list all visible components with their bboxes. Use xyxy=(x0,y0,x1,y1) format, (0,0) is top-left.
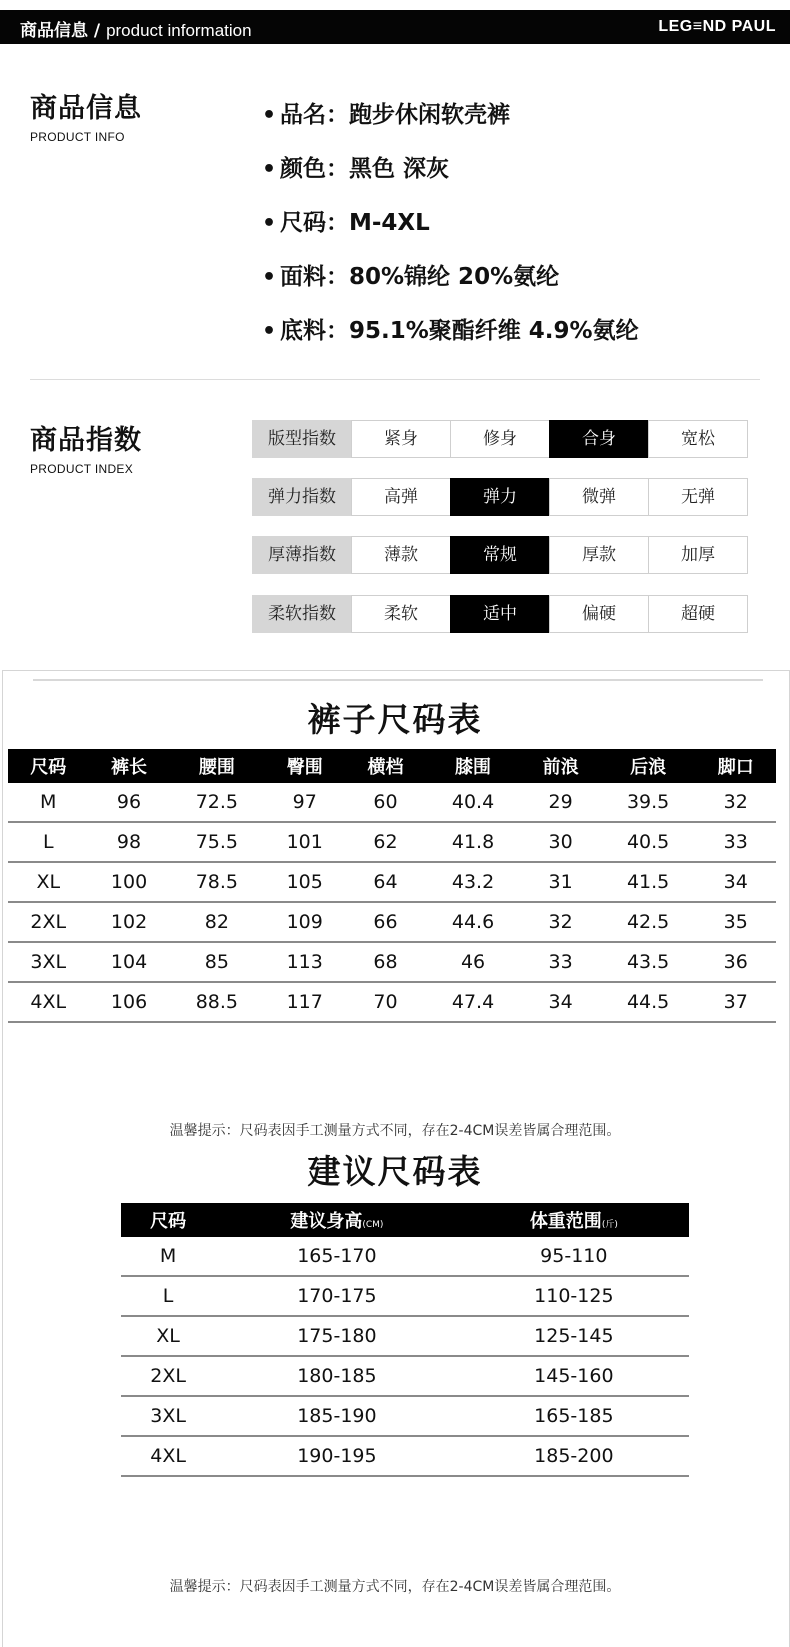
table-cell: 185-200 xyxy=(459,1436,689,1476)
table-row xyxy=(8,942,776,982)
column-unit: (CM) xyxy=(362,1220,384,1230)
tip-text: 温馨提示：尺码表因手工测量方式不同，存在2-4CM误差皆属合理范围。 xyxy=(169,1123,621,1139)
index-row xyxy=(252,536,752,574)
table-cell: 4XL xyxy=(121,1436,215,1476)
column-header xyxy=(215,1203,459,1237)
column-header xyxy=(695,749,776,783)
info-item-text: 尺码：M-4XL xyxy=(280,210,430,236)
header-title-en: product information xyxy=(106,21,252,40)
table-cell: 75.5 xyxy=(170,822,265,862)
index-option: 偏硬 xyxy=(549,595,649,633)
index-option: 宽松 xyxy=(648,420,748,458)
table-cell: 29 xyxy=(520,783,600,822)
table-cell: 39.5 xyxy=(601,783,696,822)
product-index-subtitle: PRODUCT INDEX xyxy=(30,462,134,476)
table-cell: 37 xyxy=(695,982,776,1022)
table-cell: 180-185 xyxy=(215,1356,459,1396)
table-cell: 41.8 xyxy=(426,822,521,862)
table-cell: 3XL xyxy=(8,942,88,982)
table-cell: 105 xyxy=(264,862,345,902)
table-cell: 175-180 xyxy=(215,1316,459,1356)
index-row xyxy=(252,478,752,516)
table-row xyxy=(121,1276,689,1316)
table-row xyxy=(121,1316,689,1356)
table-cell: M xyxy=(121,1237,215,1276)
info-item xyxy=(262,258,639,312)
table-cell: 33 xyxy=(520,942,600,982)
table-cell: 72.5 xyxy=(170,783,265,822)
pants-size-table xyxy=(8,749,776,1023)
table-row xyxy=(8,862,776,902)
table-cell: 96 xyxy=(88,783,169,822)
table-cell: 34 xyxy=(695,862,776,902)
column-header-label: 后浪 xyxy=(630,757,667,778)
index-row xyxy=(252,595,752,633)
column-header xyxy=(601,749,696,783)
index-row-label: 厚薄指数 xyxy=(252,536,352,574)
table-cell: 100 xyxy=(88,862,169,902)
table-row xyxy=(121,1356,689,1396)
table-cell: XL xyxy=(121,1316,215,1356)
column-header-label: 裤长 xyxy=(111,757,148,778)
table-row xyxy=(121,1237,689,1276)
column-header-label: 腰围 xyxy=(198,757,235,778)
header-title xyxy=(20,16,252,41)
index-row xyxy=(252,420,752,458)
column-header-label: 脚口 xyxy=(717,757,754,778)
column-header xyxy=(170,749,265,783)
table-cell: 33 xyxy=(695,822,776,862)
index-option: 柔软 xyxy=(351,595,451,633)
table-cell: 31 xyxy=(520,862,600,902)
column-header xyxy=(520,749,600,783)
index-option: 紧身 xyxy=(351,420,451,458)
table-cell: 113 xyxy=(264,942,345,982)
table-cell: XL xyxy=(8,862,88,902)
header-title-cn: 商品信息 / xyxy=(20,21,101,41)
bullet: • xyxy=(262,265,277,290)
info-item xyxy=(262,150,639,204)
index-option-selected: 适中 xyxy=(450,595,550,633)
table-cell: 43.2 xyxy=(426,862,521,902)
pants-chart-title: 裤子尺码表 xyxy=(307,700,483,739)
column-header-label: 尺码 xyxy=(150,1211,187,1232)
index-option-selected: 弹力 xyxy=(450,478,550,516)
suggest-chart-title: 建议尺码表 xyxy=(307,1152,483,1191)
index-option-selected: 常规 xyxy=(450,536,550,574)
table-cell: 40.5 xyxy=(601,822,696,862)
bullet: • xyxy=(262,103,277,128)
product-index-title: 商品指数 xyxy=(30,425,142,456)
column-header xyxy=(264,749,345,783)
info-item xyxy=(262,204,639,258)
table-cell: 185-190 xyxy=(215,1396,459,1436)
table-cell: L xyxy=(121,1276,215,1316)
column-header-label: 体重范围 xyxy=(529,1211,602,1232)
table-cell: 44.6 xyxy=(426,902,521,942)
table-cell: 104 xyxy=(88,942,169,982)
table-cell: 68 xyxy=(345,942,425,982)
table-cell: M xyxy=(8,783,88,822)
table-row xyxy=(121,1436,689,1476)
index-option: 无弹 xyxy=(648,478,748,516)
table-cell: 109 xyxy=(264,902,345,942)
index-option: 薄款 xyxy=(351,536,451,574)
column-header xyxy=(8,749,88,783)
table-cell: 88.5 xyxy=(170,982,265,1022)
table-cell: 165-170 xyxy=(215,1237,459,1276)
card-divider xyxy=(33,679,763,681)
table-cell: 30 xyxy=(520,822,600,862)
bullet: • xyxy=(262,319,277,344)
table-cell: 190-195 xyxy=(215,1436,459,1476)
column-header xyxy=(121,1203,215,1237)
table-cell: 36 xyxy=(695,942,776,982)
table-cell: 170-175 xyxy=(215,1276,459,1316)
table-cell: 82 xyxy=(170,902,265,942)
product-info-list xyxy=(262,96,639,366)
table-cell: 42.5 xyxy=(601,902,696,942)
product-info-subtitle: PRODUCT INFO xyxy=(30,130,125,144)
table-cell: 117 xyxy=(264,982,345,1022)
index-row-label: 版型指数 xyxy=(252,420,352,458)
table-cell: 43.5 xyxy=(601,942,696,982)
table-cell: 2XL xyxy=(121,1356,215,1396)
index-option: 微弹 xyxy=(549,478,649,516)
table-cell: L xyxy=(8,822,88,862)
table-cell: 47.4 xyxy=(426,982,521,1022)
table-row xyxy=(8,783,776,822)
table-header-row xyxy=(121,1203,689,1237)
table-cell: 101 xyxy=(264,822,345,862)
table-cell: 97 xyxy=(264,783,345,822)
info-item-text: 底料：95.1%聚酯纤维 4.9%氨纶 xyxy=(280,318,639,344)
table-cell: 165-185 xyxy=(459,1396,689,1436)
table-row xyxy=(8,982,776,1022)
index-row-label: 弹力指数 xyxy=(252,478,352,516)
index-option: 超硬 xyxy=(648,595,748,633)
info-item xyxy=(262,312,639,366)
table-row xyxy=(121,1396,689,1436)
column-header-label: 前浪 xyxy=(542,757,579,778)
info-item-text: 颜色：黑色 深灰 xyxy=(280,156,450,182)
info-item-text: 品名：跑步休闲软壳裤 xyxy=(280,102,510,128)
table-cell: 44.5 xyxy=(601,982,696,1022)
index-option: 加厚 xyxy=(648,536,748,574)
bullet: • xyxy=(262,157,277,182)
table-cell: 106 xyxy=(88,982,169,1022)
table-cell: 66 xyxy=(345,902,425,942)
product-info-title: 商品信息 xyxy=(30,93,142,124)
tip-text-bottom: 温馨提示：尺码表因手工测量方式不同，存在2-4CM误差皆属合理范围。 xyxy=(169,1579,621,1595)
column-header xyxy=(426,749,521,783)
column-header xyxy=(345,749,425,783)
index-row-label: 柔软指数 xyxy=(252,595,352,633)
column-header-label: 尺码 xyxy=(30,757,67,778)
table-row xyxy=(8,822,776,862)
section-divider xyxy=(30,379,760,380)
column-header xyxy=(88,749,169,783)
table-cell: 60 xyxy=(345,783,425,822)
column-header-label: 横档 xyxy=(367,757,404,778)
index-option: 厚款 xyxy=(549,536,649,574)
table-cell: 2XL xyxy=(8,902,88,942)
table-cell: 110-125 xyxy=(459,1276,689,1316)
column-unit: (斤) xyxy=(601,1220,618,1230)
bullet: • xyxy=(262,211,277,236)
table-cell: 125-145 xyxy=(459,1316,689,1356)
index-option: 修身 xyxy=(450,420,550,458)
column-header-label: 建议身高 xyxy=(290,1211,363,1232)
table-cell: 35 xyxy=(695,902,776,942)
table-row xyxy=(8,902,776,942)
table-cell: 3XL xyxy=(121,1396,215,1436)
column-header-label: 膝围 xyxy=(455,757,492,778)
info-item xyxy=(262,96,639,150)
info-item-text: 面料：80%锦纶 20%氨纶 xyxy=(280,264,560,290)
suggest-size-table xyxy=(121,1203,689,1477)
table-cell: 32 xyxy=(520,902,600,942)
table-cell: 46 xyxy=(426,942,521,982)
table-cell: 98 xyxy=(88,822,169,862)
table-cell: 41.5 xyxy=(601,862,696,902)
column-header-label: 臀围 xyxy=(286,757,323,778)
table-cell: 145-160 xyxy=(459,1356,689,1396)
brand-logo: LEG≡ND PAUL xyxy=(658,18,776,35)
table-header-row xyxy=(8,749,776,783)
table-cell: 85 xyxy=(170,942,265,982)
table-cell: 4XL xyxy=(8,982,88,1022)
table-cell: 32 xyxy=(695,783,776,822)
table-cell: 62 xyxy=(345,822,425,862)
column-header xyxy=(459,1203,689,1237)
header-bar xyxy=(0,10,790,44)
table-cell: 102 xyxy=(88,902,169,942)
table-cell: 78.5 xyxy=(170,862,265,902)
table-cell: 34 xyxy=(520,982,600,1022)
table-cell: 70 xyxy=(345,982,425,1022)
table-cell: 95-110 xyxy=(459,1237,689,1276)
index-option: 高弹 xyxy=(351,478,451,516)
table-cell: 64 xyxy=(345,862,425,902)
index-option-selected: 合身 xyxy=(549,420,649,458)
table-cell: 40.4 xyxy=(426,783,521,822)
